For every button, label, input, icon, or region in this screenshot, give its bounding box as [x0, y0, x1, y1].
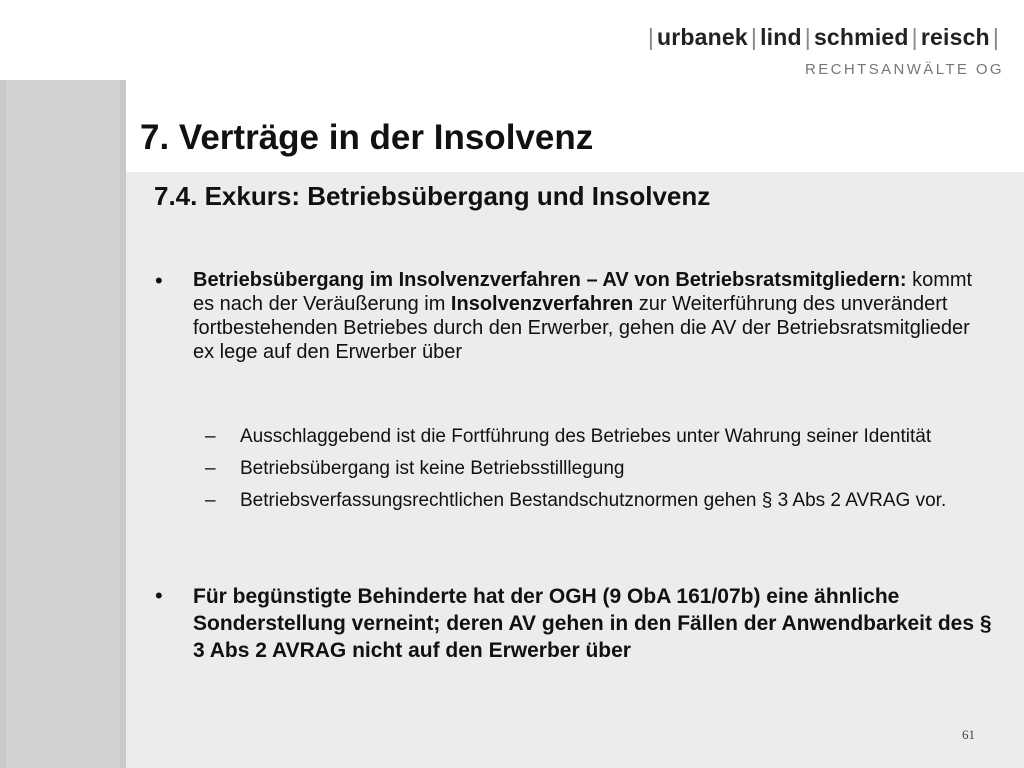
logo-name-reisch: reisch [920, 24, 990, 50]
sub-item [205, 489, 995, 513]
bullet-1-text-part2: zur Weiterführung des unverändert fortbestehenden Betriebes durch den Erwerber, gehen die AV der Betriebsratsmitglieder ex lege auf den Erwerber über [193, 293, 970, 363]
left-decorative-strip [0, 80, 126, 768]
logo-name-urbanek: urbanek [657, 24, 748, 50]
bullet-item-1 [155, 268, 995, 364]
left-strip-inner [6, 80, 120, 768]
page-number: 61 [962, 727, 975, 742]
logo-name-schmied: schmied [813, 24, 909, 50]
bullet-1-text [193, 268, 995, 364]
firm-logo [645, 24, 1002, 51]
bullet-1-text-part1: kommt es nach der Veräußerung im [193, 269, 973, 315]
dash-marker: – [205, 426, 216, 447]
bullet-dot: • [155, 268, 163, 293]
logo-separator: | [911, 24, 918, 50]
sub-item-text: Ausschlaggebend ist die Fortführung des Betriebes unter Wahrung seiner Identität [240, 426, 932, 447]
bullet-2-text: Für begünstigte Behinderte hat der OGH (9 ObA 161/07b) eine ähnliche Sonderstellung verneint; deren AV gehen in den Fällen der Anwendbarkeit des § 3 Abs 2 AVRAG nicht auf den Erwerber über [193, 585, 992, 662]
sub-item-text: Betriebsverfassungsrechtlichen Bestandschutznormen gehen § 3 Abs 2 AVRAG vor. [240, 490, 947, 511]
firm-subtitle: RECHTSANWÄLTE OG [805, 61, 1004, 78]
slide-title: 7. Verträge in der Insolvenz [140, 118, 594, 157]
bullet-1-inline-bold: Insolvenzverfahren [450, 293, 634, 315]
bullet-dot: • [155, 583, 163, 608]
sub-item [205, 457, 995, 481]
sub-item [205, 425, 995, 449]
bullet-1-lead: Betriebsübergang im Insolvenzverfahren – AV von Betriebsratsmitgliedern: [193, 269, 907, 291]
section-heading: 7.4. Exkurs: Betriebsübergang und Insolvenz [154, 181, 711, 211]
logo-name-lind: lind [760, 24, 802, 50]
dash-marker: – [205, 458, 216, 479]
logo-separator: | [647, 24, 654, 50]
logo-separator: | [992, 24, 999, 50]
logo-separator: | [804, 24, 811, 50]
dash-marker: – [205, 490, 216, 511]
sub-item-text: Betriebsübergang ist keine Betriebsstilllegung [240, 458, 625, 479]
sub-list [205, 425, 995, 521]
logo-separator: | [750, 24, 758, 50]
bullet-item-2 [155, 583, 995, 664]
